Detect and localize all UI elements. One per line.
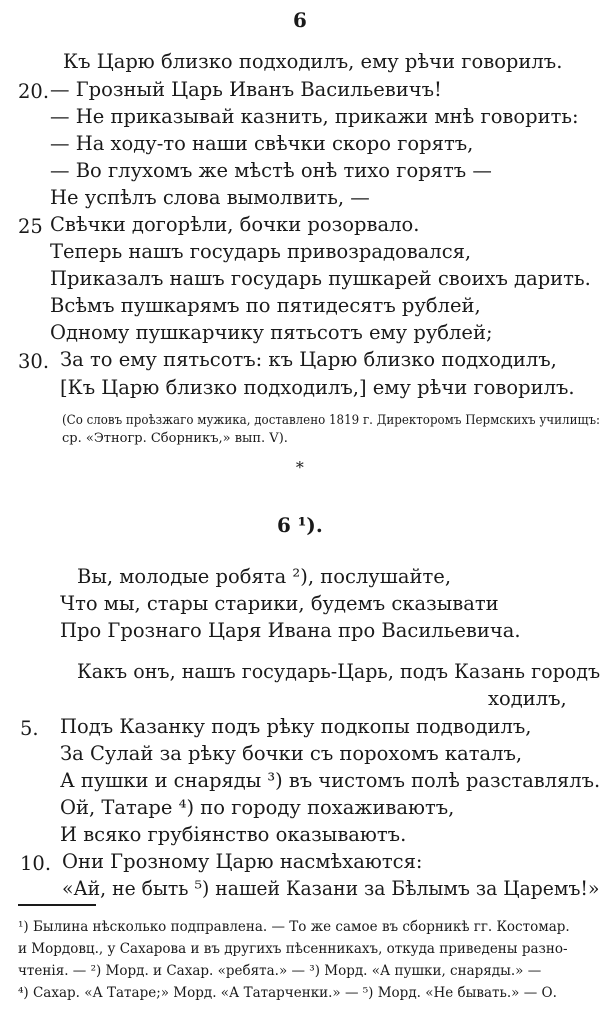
page-number: 6 bbox=[292, 8, 307, 32]
verse-line: — Не приказывай казнить, прикажи мнѣ говорить: bbox=[50, 105, 579, 128]
verse-line: Не успѣлъ слова вымолвить, — bbox=[50, 186, 370, 209]
verse-line: Подъ Казанку подъ рѣку подкопы подводилъ, bbox=[60, 715, 532, 738]
line-number: 25 bbox=[18, 215, 43, 238]
footnote-line: ⁴) Сахар. «А Татаре;» Морд. «А Татарченки.» — ⁵) Морд. «Не бывать.» — О. bbox=[18, 985, 557, 1001]
verse-line: Про Грознаго Царя Ивана про Васильевича. bbox=[60, 619, 521, 642]
line-number: 30. bbox=[18, 350, 50, 373]
verse-line: [Къ Царю близко подходилъ,] ему рѣчи говорилъ. bbox=[60, 376, 575, 399]
source-note: ср. «Этногр. Сборникъ,» вып. V). bbox=[62, 431, 288, 446]
verse-line: — Грозный Царь Иванъ Васильевичъ! bbox=[50, 78, 442, 101]
verse-line: Они Грозному Царю насмѣхаются: bbox=[62, 850, 423, 873]
line-number: 5. bbox=[20, 717, 39, 740]
verse-line: Теперь нашъ государь привозрадовался, bbox=[50, 240, 472, 263]
line-number: 20. bbox=[18, 80, 50, 103]
line-number: 10. bbox=[20, 852, 52, 875]
verse-line: Всѣмъ пушкарямъ по пятидесятъ рублей, bbox=[50, 294, 481, 317]
footnote-line: ¹) Былина нѣсколько подправлена. — То же самое въ сборникѣ гг. Костомар. bbox=[18, 919, 570, 935]
poem-title: 6 ¹). bbox=[277, 513, 323, 537]
verse-line: Ой, Татаре ⁴) по городу похаживаютъ, bbox=[60, 796, 455, 819]
verse-line: За Сулай за рѣку бочки съ порохомъ каталъ, bbox=[60, 742, 523, 765]
verse-line: — На ходу-то наши свѣчки скоро горятъ, bbox=[50, 132, 474, 155]
verse-line: Какъ онъ, нашъ государь-Царь, подъ Казань городъ bbox=[77, 660, 601, 683]
verse-line: А пушки и снаряды ³) въ чистомъ полѣ разставлялъ. bbox=[60, 769, 601, 792]
verse-line: Что мы, стары старики, будемъ сказывати bbox=[60, 592, 499, 615]
footnote-line: чтенія. — ²) Морд. и Сахар. «ребята.» — ³) Морд. «А пушки, снаряды.» — bbox=[18, 963, 542, 979]
verse-line: Приказалъ нашъ государь пушкарей своихъ дарить. bbox=[50, 267, 591, 290]
source-note: (Со словъ проѣзжаго мужика, доставлено 1819 г. Директоромъ Пермскихъ училищъ: bbox=[62, 413, 601, 428]
verse-line: И всяко грубіянство оказываютъ. bbox=[60, 823, 407, 846]
verse-line: Вы, молодые робята ²), послушайте, bbox=[77, 565, 452, 588]
verse-line-continuation: ходилъ, bbox=[488, 687, 567, 710]
verse-line: «Ай, не быть ⁵) нашей Казани за Бѣлымъ за Царемъ!» bbox=[62, 877, 600, 900]
verse-line: Одному пушкарчику пятьсотъ ему рублей; bbox=[50, 321, 493, 344]
footnote-rule bbox=[18, 904, 96, 906]
verse-line: — Во глухомъ же мѣстѣ онѣ тихо горятъ — bbox=[50, 159, 492, 182]
section-separator: * bbox=[295, 458, 304, 477]
verse-line: Къ Царю близко подходилъ, ему рѣчи говорилъ. bbox=[63, 50, 563, 73]
verse-line: Свѣчки догорѣли, бочки розорвало. bbox=[50, 213, 420, 236]
footnote-line: и Мордовц., у Сахарова и въ другихъ пѣсенникахъ, откуда приведены разно- bbox=[18, 941, 568, 957]
verse-line: За то ему пятьсотъ: къ Царю близко подходилъ, bbox=[60, 348, 557, 371]
